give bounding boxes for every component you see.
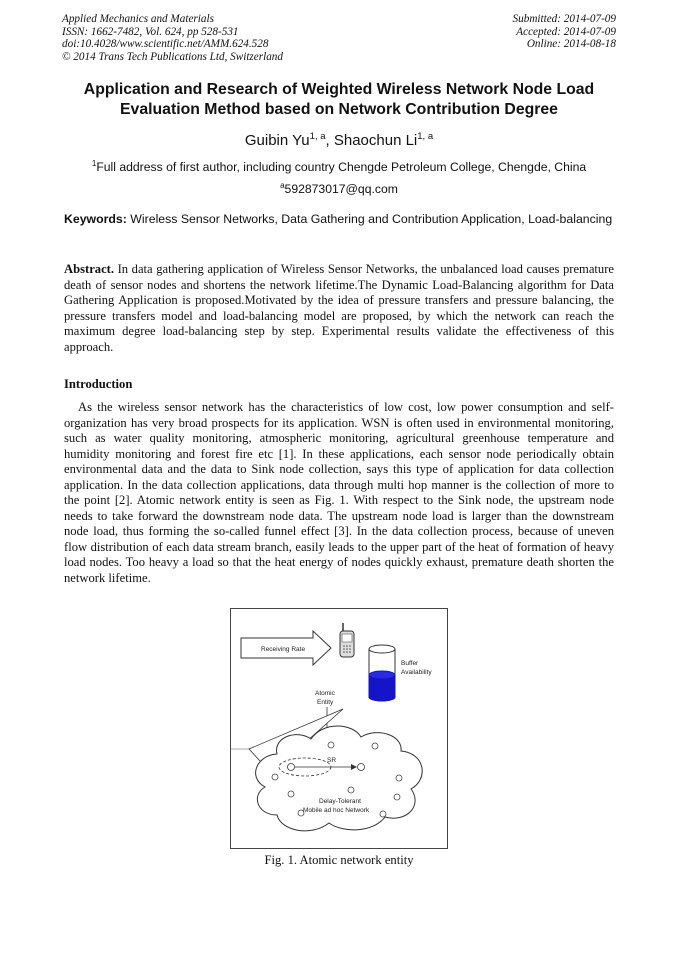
receiving-rate-label: Receiving Rate bbox=[261, 646, 306, 653]
mobile-phone-icon bbox=[340, 623, 354, 657]
figure-atomic-network-entity bbox=[230, 608, 448, 849]
network-node bbox=[372, 743, 378, 749]
online-date: Online: 2014-08-18 bbox=[526, 38, 616, 51]
author-list bbox=[62, 128, 616, 150]
sr-label: SR bbox=[327, 757, 337, 764]
affiliation-sup: 1 bbox=[91, 159, 97, 168]
dates-info bbox=[366, 13, 616, 51]
keywords bbox=[64, 212, 614, 227]
keywords-label: Keywords: bbox=[64, 212, 127, 226]
network-node bbox=[288, 791, 294, 797]
network-node bbox=[380, 811, 386, 817]
abstract-text: In data gathering application of Wireless Sensor Networks, the unbalanced load causes premature death of sensor nodes and shortens the network lifetime.The Dynamic Load-Balancing algorithm for Data Gathering Application is proposed.Motivated by the idea of pressure transfers and pressure balancing, the pressure transfers model and load-balancing model are proposed, by which the network can reach the maximum degree load-balancing step by step. Experimental results validate the effectiveness of this approach. bbox=[64, 262, 614, 354]
journal-info bbox=[62, 13, 362, 63]
figure-caption: Fig. 1. Atomic network entity bbox=[264, 853, 414, 867]
author-affil-sup: 1, a bbox=[309, 131, 326, 142]
copyright: © 2014 Trans Tech Publications Ltd, Switzerland bbox=[62, 50, 283, 63]
network-node bbox=[358, 764, 365, 771]
affiliation bbox=[62, 156, 616, 175]
abstract-label: Abstract. bbox=[64, 262, 115, 276]
author-affil-sup: 1, a bbox=[417, 131, 434, 142]
availability-label: Availability bbox=[401, 669, 432, 676]
buffer-cylinder-icon bbox=[369, 645, 395, 701]
introduction-paragraph: As the wireless sensor network has the characteristics of low cost, low power consumption and self-organization has very broad prospects for its application. WSN is often used in environmental monitoring, such as water quality monitoring, atmospheric monitoring, agricultural greenhouse temperature and humidity monitoring and forest fire etc [1]. In these applications, each sensor node periodically obtain environmental data and the data to Sink node collection, says this type of application for data collection application. In the data collection applications, data through multi hop manner is the collection of more to the point [2]. Atomic network entity is seen as Fig. 1. With respect to the Sink node, the upstream node needs to take forward the downstream node data. The upstream node load is larger than the downstream node load, thus forming the so-called funnel effect [3]. In the data collection process, because of uneven flow distribution of each data stream branch, easily leads to the upper part of the heat of formation of heavy load nodes. Too heavy a load so that the heat energy of nodes quickly exhaust, premature death shorten the network lifetime. bbox=[64, 400, 614, 585]
network-node bbox=[328, 742, 334, 748]
paper-title: Application and Research of Weighted Wireless Network Node Load Evaluation Method based on Network Contribution Degree bbox=[83, 81, 595, 118]
network-node bbox=[272, 774, 278, 780]
figure-diagram bbox=[231, 609, 447, 848]
abstract bbox=[64, 262, 614, 355]
doi-link[interactable]: doi:10.4028/www.scientific.net/AMM.624.528 bbox=[62, 38, 269, 51]
delay-tolerant-label: Delay-Tolerant bbox=[319, 798, 361, 805]
network-node bbox=[394, 794, 400, 800]
network-node bbox=[348, 787, 354, 793]
author-email bbox=[62, 178, 616, 197]
manet-label: Mobile ad hoc Network bbox=[303, 807, 370, 814]
network-node bbox=[288, 764, 295, 771]
journal-name: Applied Mechanics and Materials bbox=[62, 13, 214, 25]
atomic-label: Atomic bbox=[315, 690, 335, 697]
affiliation-text: Full address of first author, including country Chengde Petroleum College, Chengde, China bbox=[96, 160, 587, 174]
network-node bbox=[396, 775, 402, 781]
submitted-date: Submitted: 2014-07-09 bbox=[512, 13, 616, 25]
email-sup: a bbox=[280, 181, 285, 190]
buffer-label: Buffer bbox=[401, 660, 419, 667]
entity-label: Entity bbox=[317, 699, 334, 706]
accepted-date: Accepted: 2014-07-09 bbox=[516, 25, 616, 38]
author-separator: , bbox=[325, 132, 334, 149]
section-heading-introduction: Introduction bbox=[64, 377, 133, 391]
author-name: Shaochun Li bbox=[333, 132, 418, 149]
author-name: Guibin Yu bbox=[244, 132, 310, 149]
email-text[interactable]: 592873017@qq.com bbox=[284, 182, 398, 196]
keywords-text: Wireless Sensor Networks, Data Gathering and Contribution Application, Load-balancing bbox=[126, 212, 613, 226]
journal-issn: ISSN: 1662-7482, Vol. 624, pp 528-531 bbox=[62, 25, 239, 38]
